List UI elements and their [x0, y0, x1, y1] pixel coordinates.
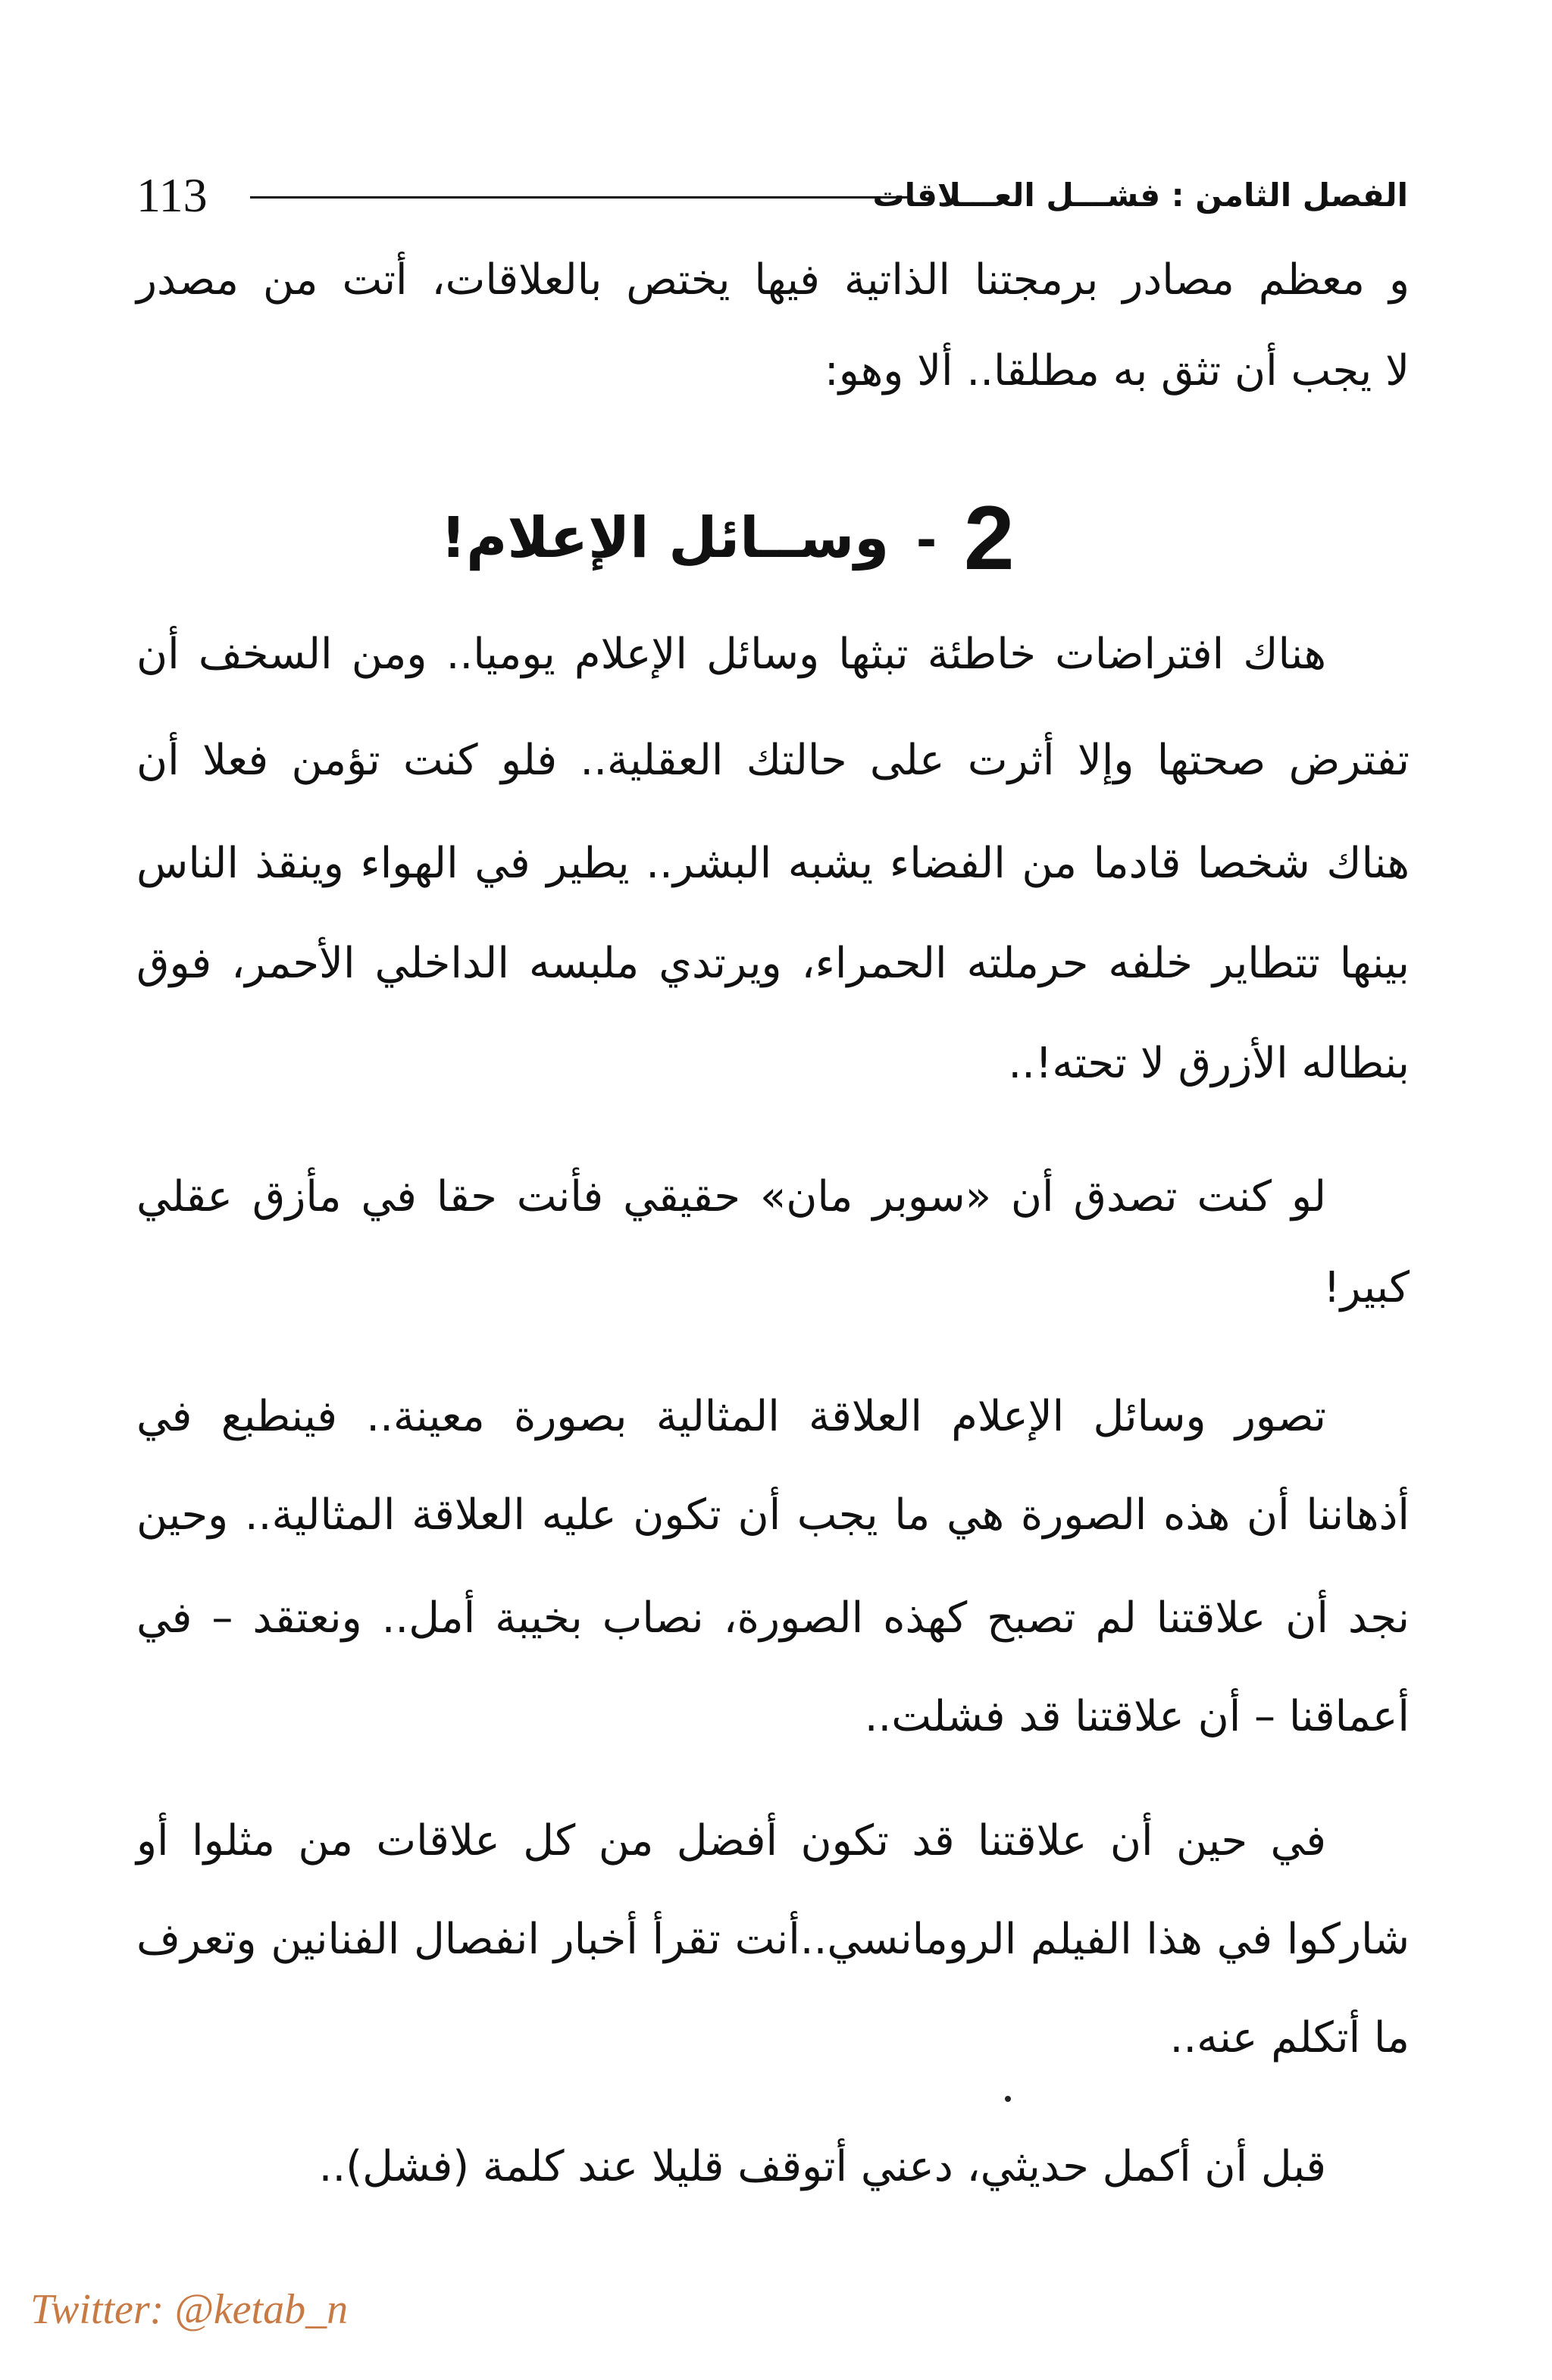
- paragraph-line: نجد أن علاقتنا لم تصبح كهذه الصورة، نصاب بخيبة أمل.. ونعتقد – في: [136, 1593, 1410, 1643]
- paragraph-line: تصور وسائل الإعلام العلاقة المثالية بصورة معينة.. فينطبع في: [136, 1392, 1326, 1441]
- paragraph-line: ما أتكلم عنه..: [1169, 2013, 1410, 2063]
- paragraph-line: أذهاننا أن هذه الصورة هي ما يجب أن تكون عليه العلاقة المثالية.. وحين: [136, 1490, 1410, 1540]
- paragraph-line: تفترض صحتها وإلا أثرت على حالتك العقلية.. فلو كنت تؤمن فعلا أن: [136, 736, 1410, 785]
- intro-line: لا يجب أن تثق به مطلقا.. ألا وهو:: [824, 346, 1410, 396]
- paragraph-line: في حين أن علاقتنا قد تكون أفضل من كل علاقات من مثلوا أو: [136, 1816, 1326, 1866]
- paragraph-line: هناك افتراضات خاطئة تبثها وسائل الإعلام يوميا.. ومن السخف أن: [136, 630, 1326, 679]
- paragraph-line: هناك شخصا قادما من الفضاء يشبه البشر.. يطير في الهواء وينقذ الناس: [136, 839, 1410, 888]
- section-dash: -: [916, 504, 937, 571]
- page-number: 113: [136, 168, 208, 222]
- section-heading: [91, 485, 1364, 591]
- header-rule: [250, 196, 909, 199]
- section-number: 2: [963, 487, 1015, 589]
- paragraph-line: كبير!: [1323, 1263, 1410, 1312]
- section-title: وســائل الإعلام!: [440, 505, 890, 571]
- paragraph-line: قبل أن أكمل حديثي، دعني أتوقف قليلا عند كلمة (فشل)..: [318, 2142, 1326, 2191]
- paragraph-line: شاركوا في هذا الفيلم الرومانسي..أنت تقرأ أخبار انفصال الفنانين وتعرف: [136, 1915, 1410, 1964]
- watermark: Twitter: @ketab_n: [30, 2286, 349, 2333]
- paragraph-line: أعماقنا – أن علاقتنا قد فشلت..: [864, 1692, 1410, 1741]
- paragraph-line: لو كنت تصدق أن «سوبر مان» حقيقي فأنت حقا في مأزق عقلي: [136, 1172, 1326, 1221]
- chapter-title: الفصل الثامن : فشـــل العـــلاقات: [872, 177, 1408, 214]
- paragraph-line: بنطاله الأزرق لا تحته!..: [1008, 1039, 1410, 1088]
- scan-speck: [1005, 2096, 1011, 2102]
- intro-line: و معظم مصادر برمجتنا الذاتية فيها يختص بالعلاقات، أتت من مصدر: [136, 255, 1410, 305]
- paragraph-line: بينها تتطاير خلفه حرملته الحمراء، ويرتدي ملبسه الداخلي الأحمر، فوق: [136, 939, 1410, 988]
